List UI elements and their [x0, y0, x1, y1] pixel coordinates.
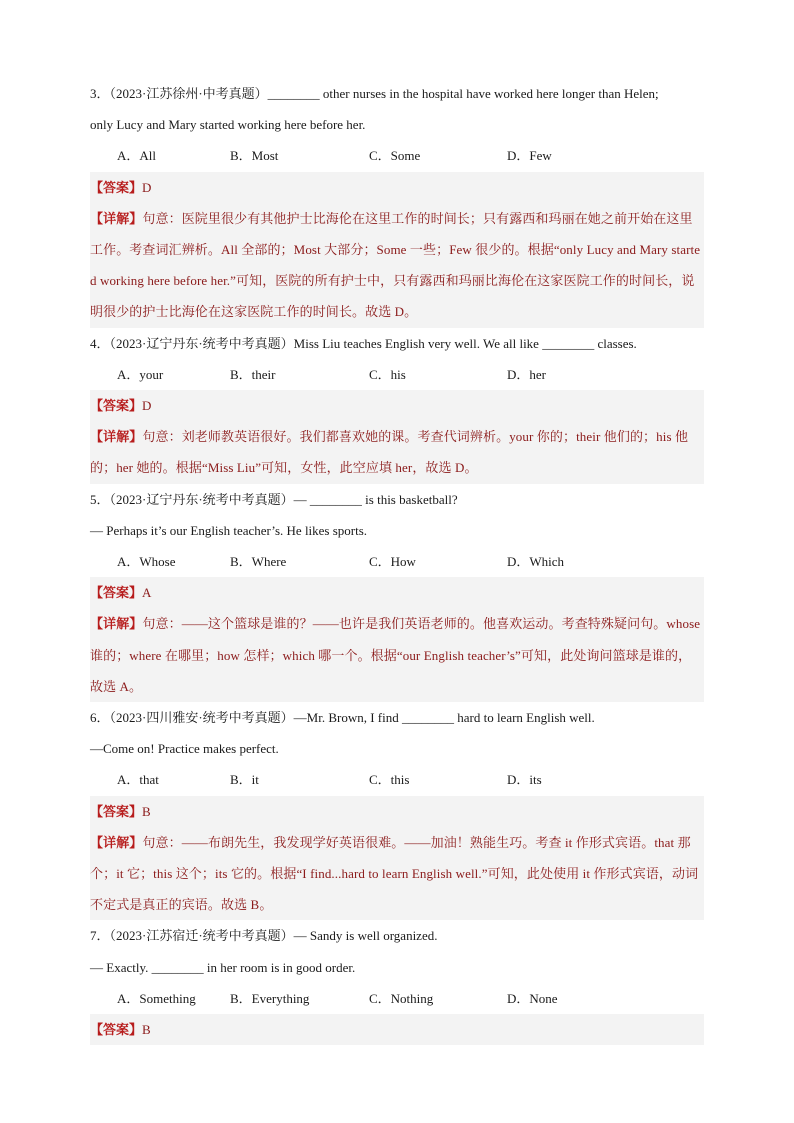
option-b: B．Where: [230, 554, 287, 570]
answer-value: A: [142, 585, 152, 601]
question-stem: 5．（2023·辽宁丹东·统考中考真题）— ________ is this basketball?: [90, 491, 458, 507]
answer-value: D: [142, 179, 152, 195]
options-row: [90, 764, 704, 795]
option-c: C．Nothing: [369, 990, 434, 1006]
question-stem: 3．（2023·江苏徐州·中考真题）________ other nurses in the hospital have worked here longer than Helen;: [90, 86, 659, 101]
answer-label: 【答案】: [90, 1022, 143, 1038]
answer-label: 【答案】: [90, 398, 143, 414]
answer-box: [90, 390, 704, 484]
detail-paragraph: [90, 827, 704, 921]
answer-value: D: [142, 398, 152, 414]
option-d: D．None: [507, 990, 558, 1006]
option-b: B．Most: [230, 148, 279, 164]
option-c: C．this: [369, 772, 410, 788]
option-c: C．How: [369, 554, 416, 570]
option-a: A．Something: [117, 990, 196, 1006]
answer-label: 【答案】: [90, 803, 143, 819]
detail-label: 【详解】: [90, 429, 143, 445]
detail-paragraph: [90, 203, 704, 328]
detail-text: 句意：——这个篮球是谁的？——也许是我们英语老师的。他喜欢运动。考查特殊疑问句。whose 谁的；where 在哪里；how 怎样；which 哪一个。根据“our English teacher’s”可知，此处询问篮球是谁的，故选 A。: [90, 616, 701, 694]
answer-label: 【答案】: [90, 179, 143, 195]
question-stem: 6．（2023·四川雅安·统考中考真题）—Mr. Brown, I find ________ hard to learn English well.: [90, 710, 595, 726]
option-b: B．their: [230, 366, 276, 382]
answer-line: [90, 796, 704, 827]
option-a: A．Whose: [117, 554, 176, 570]
detail-text: 句意：刘老师教英语很好。我们都喜欢她的课。考查代词辨析。your 你的；their 他们的；his 他的；her 她的。根据“Miss Liu”可知，女性，此空应填 her，故选 D。: [90, 429, 689, 476]
question-stem: 7．（2023·江苏宿迁·统考中考真题）— Sandy is well organized.: [90, 928, 438, 944]
detail-text: 句意：医院里很少有其他护士比海伦在这里工作的时间长；只有露西和玛丽在她之前开始在这里工作。考查词汇辨析。All 全部的；Most 大部分；Some 一些；Few 很少的。根据“only Lucy and Mary started working here before her.”可知，医院的所有护士中，只有露西和玛丽比海伦在这家医院工作的时间长，说明很少的护士比海伦在这家医院工作的时间长。故选 D。: [90, 210, 701, 320]
question-stem-continued: — Exactly. ________ in her room is in good order.: [90, 959, 356, 975]
answer-line: [90, 577, 704, 608]
option-a: A．your: [117, 366, 164, 382]
option-d: D．Which: [507, 554, 565, 570]
options-row: [90, 359, 704, 390]
question-5: [90, 484, 704, 702]
question-4: [90, 328, 704, 484]
options-row: [90, 140, 704, 171]
detail-label: 【详解】: [90, 616, 143, 632]
answer-label: 【答案】: [90, 585, 143, 601]
question-stem-continued: —Come on! Practice makes perfect.: [90, 741, 279, 757]
answer-box: [90, 1014, 704, 1045]
options-row: [90, 546, 704, 577]
option-a: A．that: [117, 772, 159, 788]
detail-label: 【详解】: [90, 834, 143, 850]
detail-label: 【详解】: [90, 210, 143, 226]
question-3: [90, 78, 704, 328]
option-c: C．Some: [369, 148, 421, 164]
answer-line: [90, 1014, 704, 1045]
option-d: D．its: [507, 772, 542, 788]
option-b: B．it: [230, 772, 259, 788]
answer-box: [90, 172, 704, 328]
question-list: [90, 78, 704, 1045]
question-6: [90, 702, 704, 920]
answer-box: [90, 796, 704, 921]
options-row: [90, 983, 704, 1014]
answer-box: [90, 577, 704, 702]
question-stem-continued: only Lucy and Mary started working here before her.: [90, 117, 366, 133]
option-d: D．Few: [507, 148, 552, 164]
option-a: A．All: [117, 148, 157, 164]
option-b: B．Everything: [230, 990, 310, 1006]
detail-paragraph: [90, 608, 704, 702]
question-stem-continued: — Perhaps it’s our English teacher’s. He likes sports.: [90, 522, 368, 538]
question-7: [90, 920, 704, 1045]
answer-value: B: [142, 1022, 151, 1038]
detail-text: 句意：——布朗先生，我发现学好英语很难。——加油！熟能生巧。考查 it 作形式宾语。that 那个；it 它；this 这个；its 它的。根据“I find...hard to learn English well.”可知，此处使用 it 作形式宾语，动词不定式是真正的宾语。故选 B。: [90, 834, 699, 913]
option-c: C．his: [369, 366, 406, 382]
question-stem: 4．（2023·辽宁丹东·统考中考真题）Miss Liu teaches English very well. We all like ________ classes.: [90, 335, 637, 351]
answer-line: [90, 172, 704, 203]
detail-paragraph: [90, 421, 704, 483]
answer-value: B: [142, 803, 151, 819]
option-d: D．her: [507, 366, 546, 382]
answer-line: [90, 390, 704, 421]
